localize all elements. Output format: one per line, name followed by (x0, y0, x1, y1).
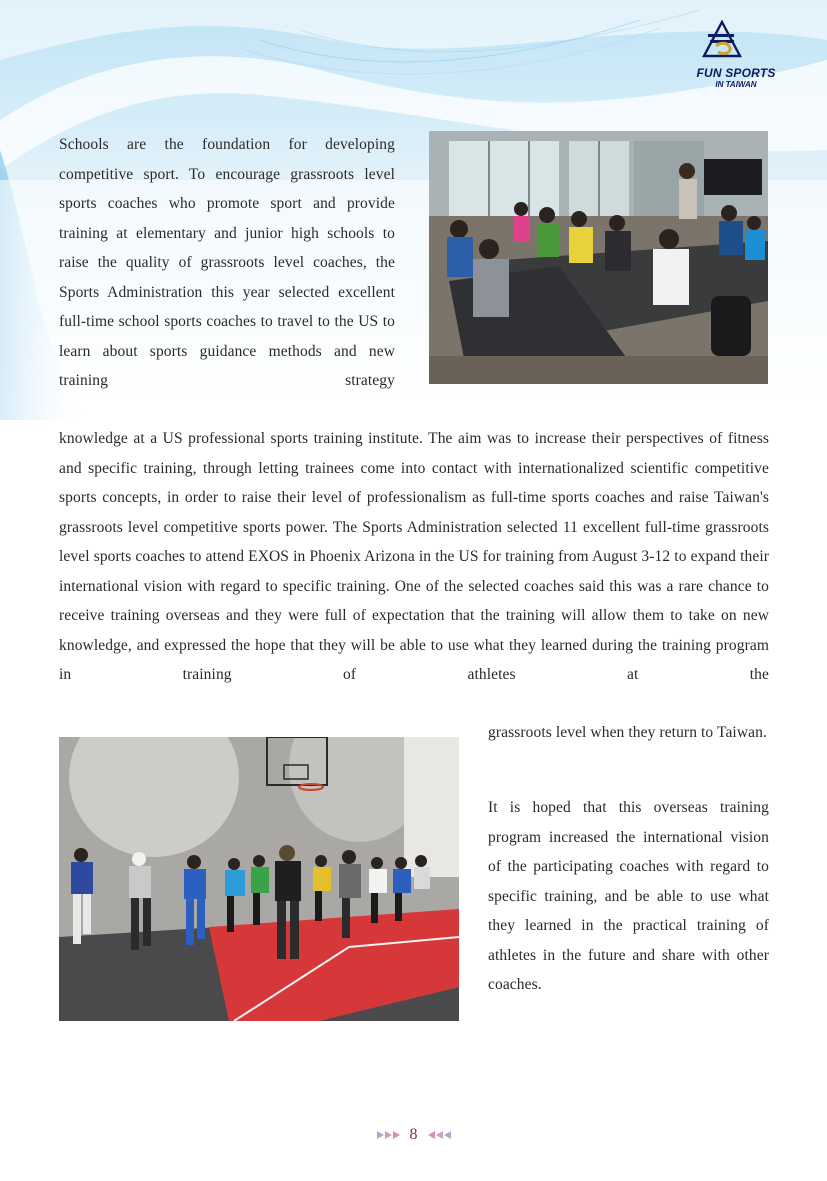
fun-sports-logo (688, 20, 784, 92)
article-paragraph-conclusion: It is hoped that this overseas training program increased the international vision of the participating coaches with regard to specific training, and be able to use what they learned in the practical training of athletes in the future and share with other coaches. (488, 799, 769, 993)
article-paragraph-intro: Schools are the foundation for developing competitive sport. To encourage grassroots level sports coaches who promote sport and provide training at elementary and junior high schools to raise the quality of grassroots level coaches, the Sports Administration this year selected excellent full-time school sports coaches to travel to the US to learn about sports guidance methods and new training strategy (59, 136, 395, 389)
logo-text-secondary: IN TAIWAN (715, 80, 757, 89)
court-stretching-photo (59, 737, 459, 1021)
logo-text-primary: FUN SPORTS (696, 66, 776, 80)
court-photo-illustration (59, 737, 459, 1021)
logo-mark-icon (702, 20, 742, 60)
classroom-photo-illustration (429, 131, 768, 384)
classroom-training-photo (429, 131, 768, 384)
article-paragraph-body: knowledge at a US professional sports training institute. The aim was to increase their perspectives of fitness and specific training, through letting trainees come into contact with internationalized scientific competitive sports concepts, in order to raise their level of professionalism as full-time sports coaches and raise Taiwan's grassroots level competitive sports power. The Sports Administration selected 11 excellent full-time grassroots level sports coaches to attend EXOS in Phoenix Arizona in the US for training from August 3-12 to expand their international vision with regard to specific training. One of the selected coaches said this was a rare chance to receive training overseas and they were full of expectation that the training will allow them to take on new knowledge, and expressed the hope that they will be able to use what they learned during the training program in training of athletes at the (59, 430, 769, 683)
article-paragraph-continuation: grassroots level when they return to Taiwan. (488, 724, 767, 741)
page-number: 8 (409, 1126, 418, 1143)
footer-arrows-left-icon (428, 1131, 451, 1139)
page-footer (0, 1124, 827, 1146)
footer-arrows-right-icon (377, 1131, 400, 1139)
